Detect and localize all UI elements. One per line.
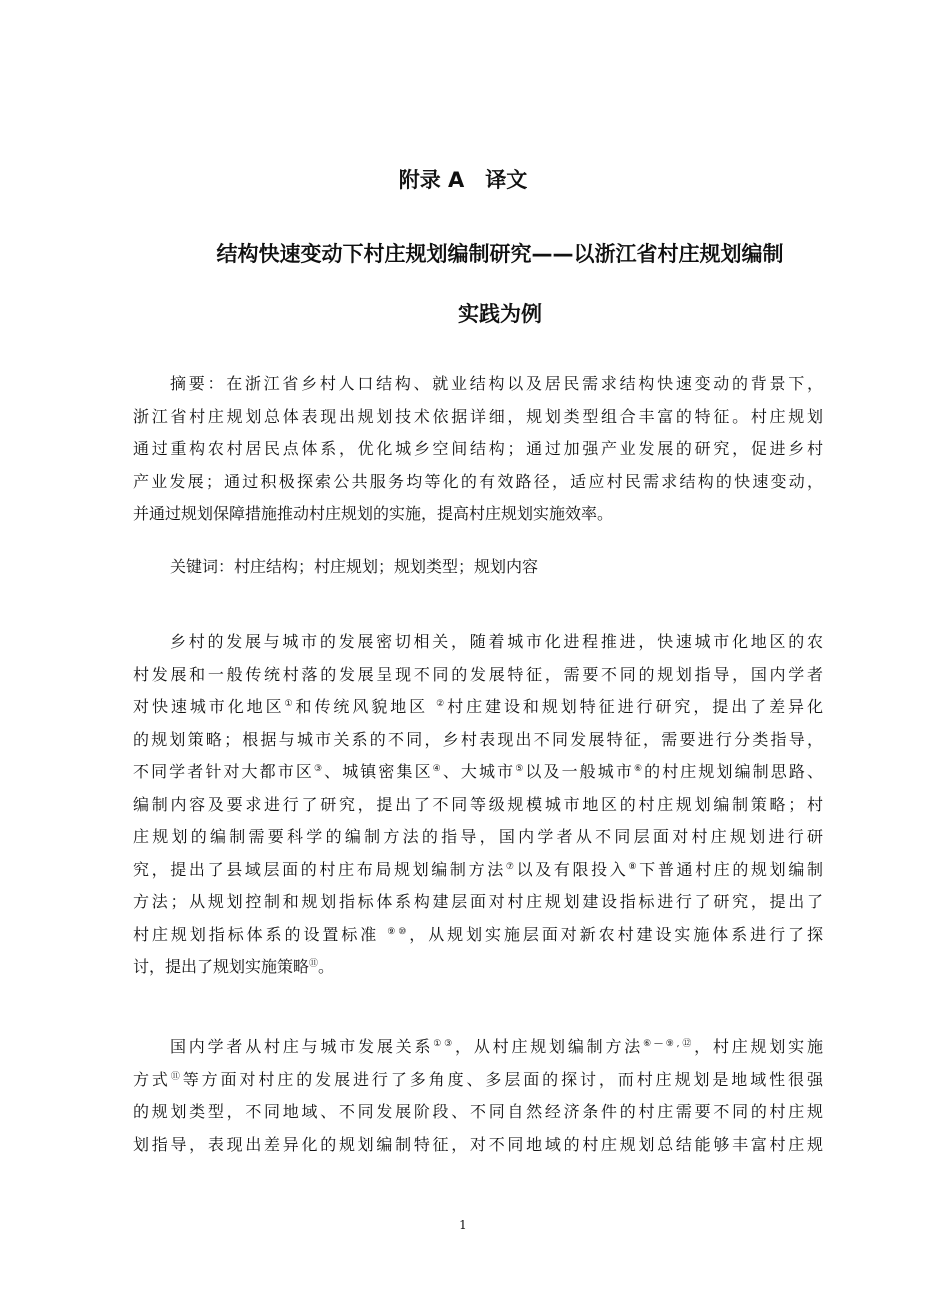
body-paragraph xyxy=(133,626,823,984)
text-run: 以及有限投入 xyxy=(516,859,629,879)
text-line xyxy=(133,951,823,984)
appendix-heading: 附录 A 译文 xyxy=(398,168,528,192)
citation-mark: ⑥—⑨,⑫ xyxy=(643,1039,695,1049)
text-run: 、城镇密集区 xyxy=(324,762,433,781)
text-line: 乡村的发展与城市的发展密切相关，随着城市化进程推进，快速城市化地区的农 xyxy=(170,632,823,651)
text-line: 产业发展；通过积极探索公共服务均等化的有效路径，适应村民需求结构的快速变动， xyxy=(133,471,823,491)
citation-mark: ⑥ xyxy=(633,764,645,774)
keywords-paragraph xyxy=(133,551,823,584)
text-line: 编制内容及要求进行了研究，提出了不同等级规模城市地区的村庄规划编制策略；村 xyxy=(133,794,823,814)
text-run: 国内学者从村庄与城市发展关系 xyxy=(170,1037,434,1056)
text-run: 等方面对村庄的发展进行了多角度、多层面的探讨，而村庄规划是地域性很强 xyxy=(182,1069,823,1089)
text-run: 村庄建设和规划特征进行研究，提出了差异化 xyxy=(447,697,823,716)
text-line xyxy=(133,919,823,952)
text-line: 并通过规划保障措施推动村庄规划的实施，提高村庄规划实施效率。 xyxy=(133,504,614,523)
citation-mark: ② xyxy=(436,699,448,709)
text-run: ，从规划实施层面对新农村建设实施体系进行了探 xyxy=(409,924,823,944)
text-run: 、大城市 xyxy=(442,762,516,781)
text-line: 划指导，表现出差异化的规划编制特征，对不同地域的村庄规划总结能够丰富村庄规 xyxy=(133,1134,823,1154)
text-run: 不同学者针对大都市区 xyxy=(133,762,314,781)
citation-mark: ① xyxy=(284,699,296,709)
text-line: 摘要：在浙江省乡村人口结构、就业结构以及居民需求结构快速变动的背景下， xyxy=(170,374,823,393)
text-line: 通过重构农村居民点体系，优化城乡空间结构；通过加强产业发展的研究，促进乡村 xyxy=(133,439,823,458)
text-run: 究，提出了县域层面的村庄布局规划编制方法 xyxy=(133,859,506,879)
text-run: 对快速城市化地区 xyxy=(133,697,285,716)
citation-mark: ⑤ xyxy=(515,764,526,774)
text-run: 方式 xyxy=(133,1069,171,1089)
document-title-line: 实践为例 xyxy=(458,302,542,326)
citation-mark: ⑧ xyxy=(628,861,640,872)
citation-mark: ⑪ xyxy=(309,959,319,969)
text-run: 和传统风貌地区 xyxy=(295,697,437,716)
keywords-line: 关键词：村庄结构；村庄规划；规划类型；规划内容 xyxy=(170,557,539,576)
text-run: 村庄规划指标体系的设置标准 xyxy=(133,924,388,944)
text-line xyxy=(133,1031,823,1064)
body-paragraph xyxy=(133,1031,823,1161)
document-title xyxy=(150,224,850,344)
text-line xyxy=(133,691,823,724)
text-run: 讨，提出了规划实施策略 xyxy=(133,957,310,976)
text-line: 的规划类型，不同地域、不同发展阶段、不同自然经济条件的村庄需要不同的村庄规 xyxy=(133,1102,823,1121)
text-line: 村发展和一般传统村落的发展呈现不同的发展特征，需要不同的规划指导，国内学者 xyxy=(133,664,823,684)
citation-mark: ①③ xyxy=(433,1039,456,1049)
text-run: 。 xyxy=(318,957,335,976)
text-line xyxy=(133,1064,823,1097)
citation-mark: ③ xyxy=(313,764,325,774)
text-line: 的规划策略；根据与城市关系的不同，乡村表现出不同发展特征，需要进行分类指导， xyxy=(133,729,823,749)
text-line: 庄规划的编制需要科学的编制方法的指导，国内学者从不同层面对村庄规划进行研 xyxy=(133,827,823,846)
text-line: 浙江省村庄规划总体表现出规划技术依据详细，规划类型组合丰富的特征。村庄规划 xyxy=(133,406,823,426)
citation-mark: ⑪ xyxy=(170,1071,183,1082)
citation-mark: ⑦ xyxy=(505,861,517,872)
text-run: ，村庄规划实施 xyxy=(694,1037,823,1056)
citation-mark: ⑨⑩ xyxy=(387,926,410,937)
citation-mark: ④ xyxy=(432,764,443,774)
text-run: 的村庄规划编制思路、 xyxy=(644,762,823,781)
text-line xyxy=(133,756,823,789)
text-run: 以及一般城市 xyxy=(525,762,634,781)
document-title-line: 结构快速变动下村庄规划编制研究——以浙江省村庄规划编制 xyxy=(216,242,784,266)
text-line xyxy=(133,854,823,887)
text-line: 方法；从规划控制和规划指标体系构建层面对村庄规划建设指标进行了研究，提出了 xyxy=(133,892,823,911)
text-run: ，从村庄规划编制方法 xyxy=(455,1037,644,1056)
abstract-paragraph xyxy=(133,368,823,531)
page-number: 1 xyxy=(459,1218,467,1232)
text-run: 下普通村庄的规划编制 xyxy=(639,859,823,879)
